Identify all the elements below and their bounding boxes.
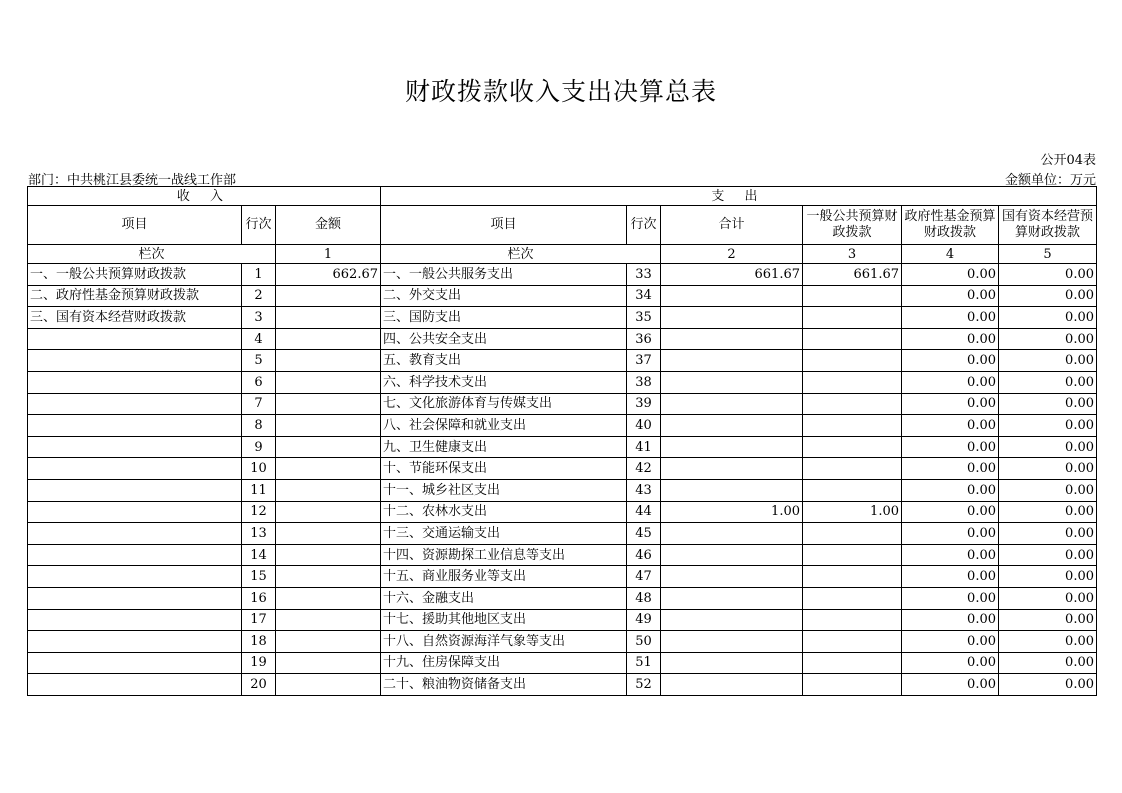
gov-fund-cell: 0.00 [902,393,999,415]
table-row [28,458,1097,480]
income-item-cell [28,436,242,458]
income-line-no-cell: 2 [242,285,276,307]
expense-item-cell: 十、节能环保支出 [381,458,627,480]
expense-line-no-cell: 48 [627,587,661,609]
column-index-4: 4 [902,245,999,264]
expense-item-cell: 十三、交通运输支出 [381,523,627,545]
expense-line-no-cell: 51 [627,652,661,674]
state-capital-cell: 0.00 [999,371,1097,393]
expense-item-cell: 十九、住房保障支出 [381,652,627,674]
income-amount-cell [276,587,381,609]
expense-total-cell: 1.00 [661,501,803,523]
expense-line-no-cell: 46 [627,544,661,566]
income-item-cell [28,458,242,480]
expense-item-cell: 一、一般公共服务支出 [381,264,627,286]
expense-total-cell [661,674,803,696]
column-index-2: 2 [661,245,803,264]
expense-total-cell [661,631,803,653]
state-capital-cell: 0.00 [999,393,1097,415]
state-capital-cell: 0.00 [999,652,1097,674]
income-item-cell [28,652,242,674]
expense-item-cell: 六、科学技术支出 [381,371,627,393]
general-budget-cell [803,350,902,372]
general-budget-cell [803,631,902,653]
expense-line-no-cell: 40 [627,415,661,437]
state-capital-cell: 0.00 [999,458,1097,480]
income-line-no-cell: 14 [242,544,276,566]
income-item-cell [28,631,242,653]
income-line-no-cell: 18 [242,631,276,653]
table-row [28,264,1097,286]
expense-total-cell [661,307,803,329]
expense-section-header: 支 出 [381,187,1097,206]
general-budget-cell [803,479,902,501]
expense-line-no-cell: 35 [627,307,661,329]
expense-line-no-cell: 33 [627,264,661,286]
income-line-no-cell: 6 [242,371,276,393]
expense-line-no-header: 行次 [627,206,661,245]
general-budget-cell [803,328,902,350]
gov-fund-cell: 0.00 [902,523,999,545]
table-row [28,501,1097,523]
income-amount-cell [276,609,381,631]
state-capital-header: 国有资本经营预算财政拨款 [999,206,1097,245]
income-amount-cell [276,371,381,393]
general-budget-header: 一般公共预算财政拨款 [803,206,902,245]
expense-total-cell [661,523,803,545]
expense-item-cell: 十八、自然资源海洋气象等支出 [381,631,627,653]
income-line-no-cell: 12 [242,501,276,523]
income-item-cell [28,393,242,415]
table-row [28,415,1097,437]
income-item-cell [28,609,242,631]
income-item-cell [28,566,242,588]
table-row [28,674,1097,696]
income-item-cell: 三、国有资本经营财政拨款 [28,307,242,329]
expense-item-cell: 十六、金融支出 [381,587,627,609]
expense-total-cell [661,609,803,631]
income-item-cell: 一、一般公共预算财政拨款 [28,264,242,286]
column-index-5: 5 [999,245,1097,264]
table-row [28,523,1097,545]
general-budget-cell: 1.00 [803,501,902,523]
gov-fund-cell: 0.00 [902,436,999,458]
income-line-no-cell: 10 [242,458,276,480]
state-capital-cell: 0.00 [999,587,1097,609]
general-budget-cell [803,587,902,609]
income-amount-cell [276,566,381,588]
general-budget-cell [803,436,902,458]
general-budget-cell [803,652,902,674]
state-capital-cell: 0.00 [999,631,1097,653]
gov-fund-cell: 0.00 [902,415,999,437]
income-amount-cell [276,544,381,566]
general-budget-cell [803,458,902,480]
column-index-3: 3 [803,245,902,264]
table-row [28,350,1097,372]
income-line-no-cell: 8 [242,415,276,437]
gov-fund-cell: 0.00 [902,501,999,523]
expense-line-no-cell: 39 [627,393,661,415]
expense-line-no-cell: 37 [627,350,661,372]
expense-total-cell [661,415,803,437]
income-amount-cell [276,631,381,653]
state-capital-cell: 0.00 [999,479,1097,501]
gov-fund-header: 政府性基金预算财政拨款 [902,206,999,245]
gov-fund-cell: 0.00 [902,652,999,674]
table-row [28,285,1097,307]
income-line-no-cell: 1 [242,264,276,286]
income-amount-cell [276,350,381,372]
general-budget-cell [803,415,902,437]
expense-total-cell [661,587,803,609]
general-budget-cell [803,544,902,566]
income-line-no-cell: 7 [242,393,276,415]
income-line-no-cell: 16 [242,587,276,609]
gov-fund-cell: 0.00 [902,479,999,501]
income-item-cell [28,350,242,372]
expense-item-cell: 九、卫生健康支出 [381,436,627,458]
table-row [28,328,1097,350]
income-line-no-cell: 5 [242,350,276,372]
income-item-cell [28,479,242,501]
expense-line-no-cell: 41 [627,436,661,458]
expense-line-no-cell: 43 [627,479,661,501]
income-amount-cell [276,285,381,307]
expense-total-cell [661,393,803,415]
income-line-no-cell: 19 [242,652,276,674]
table-row [28,587,1097,609]
state-capital-cell: 0.00 [999,501,1097,523]
expense-line-no-cell: 36 [627,328,661,350]
expense-line-no-cell: 34 [627,285,661,307]
expense-line-no-cell: 45 [627,523,661,545]
general-budget-cell [803,371,902,393]
gov-fund-cell: 0.00 [902,458,999,480]
expense-item-cell: 八、社会保障和就业支出 [381,415,627,437]
income-item-cell [28,587,242,609]
gov-fund-cell: 0.00 [902,674,999,696]
income-item-cell [28,544,242,566]
gov-fund-cell: 0.00 [902,307,999,329]
expense-line-no-cell: 52 [627,674,661,696]
expense-total-cell: 661.67 [661,264,803,286]
state-capital-cell: 0.00 [999,609,1097,631]
table-row [28,544,1097,566]
expense-total-cell [661,458,803,480]
income-item-cell: 二、政府性基金预算财政拨款 [28,285,242,307]
state-capital-cell: 0.00 [999,566,1097,588]
state-capital-cell: 0.00 [999,285,1097,307]
expense-total-cell [661,371,803,393]
gov-fund-cell: 0.00 [902,544,999,566]
table-row [28,652,1097,674]
income-line-no-cell: 4 [242,328,276,350]
state-capital-cell: 0.00 [999,436,1097,458]
state-capital-cell: 0.00 [999,328,1097,350]
expense-total-cell [661,436,803,458]
income-amount-cell [276,328,381,350]
table-row [28,436,1097,458]
general-budget-cell: 661.67 [803,264,902,286]
state-capital-cell: 0.00 [999,415,1097,437]
income-amount-header: 金额 [276,206,381,245]
income-amount-cell: 662.67 [276,264,381,286]
income-line-no-header: 行次 [242,206,276,245]
table-row [28,609,1097,631]
expense-item-cell: 十二、农林水支出 [381,501,627,523]
gov-fund-cell: 0.00 [902,631,999,653]
column-index-label-left: 栏次 [28,245,276,264]
income-section-header: 收 入 [28,187,381,206]
expense-total-cell [661,479,803,501]
income-amount-cell [276,523,381,545]
income-amount-cell [276,458,381,480]
income-amount-cell [276,652,381,674]
expense-item-cell: 三、国防支出 [381,307,627,329]
income-amount-cell [276,501,381,523]
gov-fund-cell: 0.00 [902,371,999,393]
state-capital-cell: 0.00 [999,544,1097,566]
expense-line-no-cell: 38 [627,371,661,393]
income-amount-cell [276,393,381,415]
gov-fund-cell: 0.00 [902,328,999,350]
amount-unit-label: 金额单位：万元 [1004,173,1096,188]
expense-item-cell: 二十、粮油物资储备支出 [381,674,627,696]
income-item-cell [28,674,242,696]
expense-item-cell: 五、教育支出 [381,350,627,372]
expense-line-no-cell: 44 [627,501,661,523]
expense-item-cell: 二、外交支出 [381,285,627,307]
column-index-label-right: 栏次 [381,245,661,264]
expense-line-no-cell: 42 [627,458,661,480]
income-line-no-cell: 13 [242,523,276,545]
expense-total-cell [661,285,803,307]
table-row [28,631,1097,653]
gov-fund-cell: 0.00 [902,264,999,286]
header-row-columns [28,206,1097,245]
budget-summary-table [27,186,1097,696]
general-budget-cell [803,609,902,631]
income-item-cell [28,415,242,437]
general-budget-cell [803,566,902,588]
state-capital-cell: 0.00 [999,350,1097,372]
expense-total-header: 合计 [661,206,803,245]
expense-line-no-cell: 50 [627,631,661,653]
expense-item-header: 项目 [381,206,627,245]
gov-fund-cell: 0.00 [902,350,999,372]
expense-item-cell: 七、文化旅游体育与传媒支出 [381,393,627,415]
table-row [28,479,1097,501]
gov-fund-cell: 0.00 [902,285,999,307]
header-row-sections [28,187,1097,206]
income-item-cell [28,328,242,350]
income-line-no-cell: 11 [242,479,276,501]
income-line-no-cell: 20 [242,674,276,696]
income-line-no-cell: 9 [242,436,276,458]
income-amount-cell [276,674,381,696]
income-amount-cell [276,415,381,437]
general-budget-cell [803,285,902,307]
income-item-header: 项目 [28,206,242,245]
general-budget-cell [803,523,902,545]
table-row [28,371,1097,393]
expense-item-cell: 十七、援助其他地区支出 [381,609,627,631]
income-line-no-cell: 15 [242,566,276,588]
income-item-cell [28,501,242,523]
state-capital-cell: 0.00 [999,264,1097,286]
income-line-no-cell: 17 [242,609,276,631]
income-line-no-cell: 3 [242,307,276,329]
gov-fund-cell: 0.00 [902,587,999,609]
income-item-cell [28,523,242,545]
income-amount-cell [276,479,381,501]
income-amount-cell [276,436,381,458]
header-row-column-index [28,245,1097,264]
expense-total-cell [661,566,803,588]
page-title: 财政拨款收入支出决算总表 [404,77,717,106]
expense-total-cell [661,652,803,674]
expense-item-cell: 四、公共安全支出 [381,328,627,350]
expense-total-cell [661,350,803,372]
income-item-cell [28,371,242,393]
general-budget-cell [803,674,902,696]
expense-line-no-cell: 49 [627,609,661,631]
state-capital-cell: 0.00 [999,674,1097,696]
expense-item-cell: 十五、商业服务业等支出 [381,566,627,588]
gov-fund-cell: 0.00 [902,609,999,631]
expense-item-cell: 十一、城乡社区支出 [381,479,627,501]
expense-line-no-cell: 47 [627,566,661,588]
department-label: 部门：中共桃江县委统一战线工作部 [28,173,237,188]
state-capital-cell: 0.00 [999,523,1097,545]
table-row [28,307,1097,329]
table-row [28,566,1097,588]
form-number: 公开04表 [1040,153,1096,168]
general-budget-cell [803,393,902,415]
gov-fund-cell: 0.00 [902,566,999,588]
table-row [28,393,1097,415]
column-index-1: 1 [276,245,381,264]
expense-total-cell [661,544,803,566]
state-capital-cell: 0.00 [999,307,1097,329]
general-budget-cell [803,307,902,329]
expense-item-cell: 十四、资源勘探工业信息等支出 [381,544,627,566]
expense-total-cell [661,328,803,350]
income-amount-cell [276,307,381,329]
